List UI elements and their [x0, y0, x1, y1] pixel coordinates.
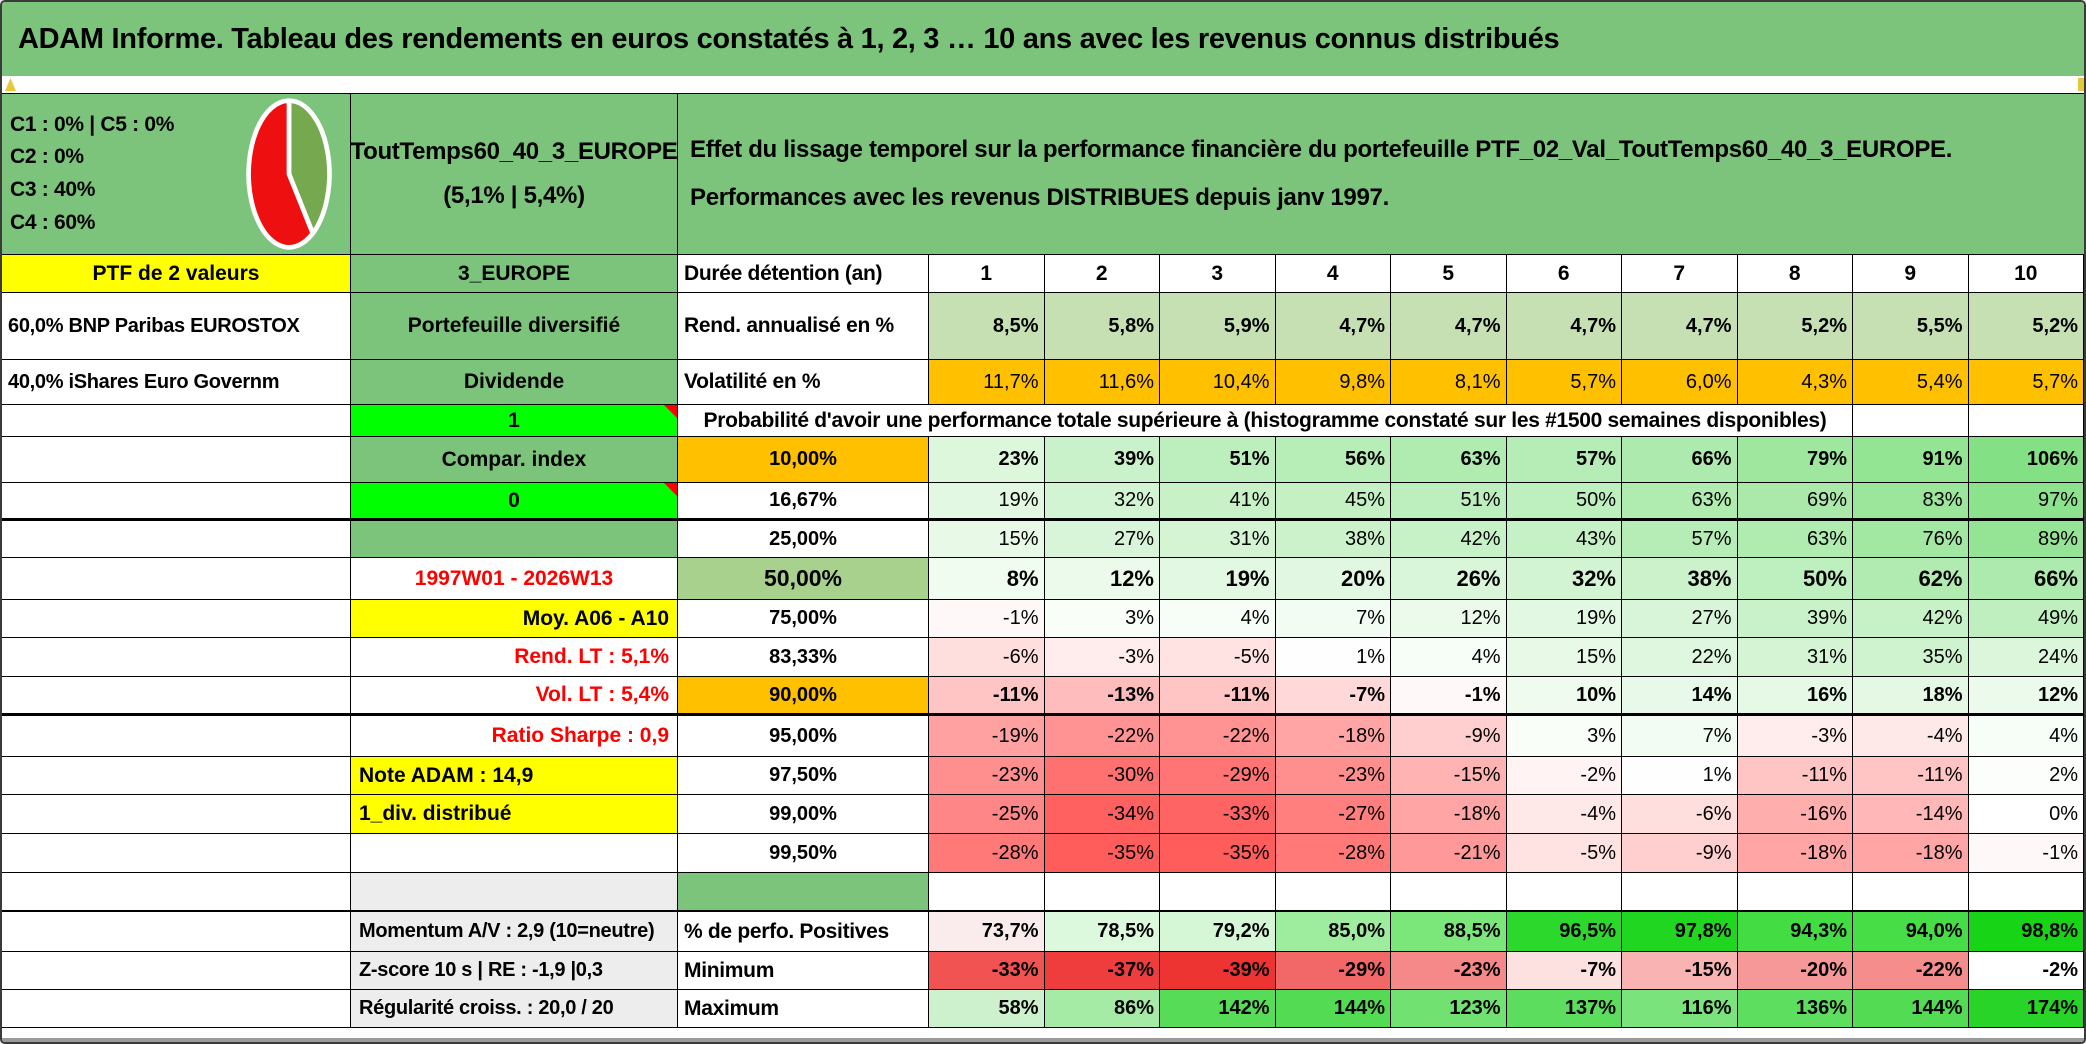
value-cell[interactable]: -39% — [1160, 952, 1276, 989]
description-line: Effet du lissage temporel sur la performance financière du portefeuille PTF_02_Val_ToutTemps60_40_3_EUROPE. — [690, 136, 1953, 163]
value-cell[interactable]: 32% — [1507, 558, 1623, 599]
value-cell[interactable]: 86% — [1045, 990, 1161, 1027]
mid-label[interactable]: 1997W01 - 2026W13 — [351, 558, 678, 599]
value-cell[interactable]: 91% — [1853, 437, 1969, 482]
left-label[interactable]: PTF de 2 valeurs — [2, 255, 351, 292]
value-cell[interactable]: 88,5% — [1391, 912, 1507, 951]
table-row — [2, 360, 2084, 405]
value-cell[interactable]: -33% — [1160, 795, 1276, 833]
value-cell[interactable]: 41% — [1160, 483, 1276, 518]
value-cell[interactable]: 12% — [1391, 600, 1507, 637]
value-cell[interactable]: 38% — [1622, 558, 1738, 599]
performance-table — [2, 255, 2084, 1028]
value-cell[interactable]: 43% — [1507, 521, 1623, 557]
value-cell[interactable]: 2% — [1969, 757, 2085, 794]
portfolio-name-cell[interactable] — [351, 94, 678, 254]
value-cell[interactable]: 136% — [1738, 990, 1854, 1027]
value-cell[interactable]: 58% — [929, 990, 1045, 1027]
value-cell[interactable]: 5,4% — [1853, 360, 1969, 404]
year-header[interactable]: 6 — [1507, 255, 1623, 292]
value-cell[interactable]: 51% — [1160, 437, 1276, 482]
row-label[interactable]: 99,50% — [678, 834, 929, 872]
table-row — [2, 912, 2084, 952]
value-cell[interactable] — [1853, 405, 1969, 436]
value-cell[interactable]: -4% — [1507, 795, 1623, 833]
left-label[interactable] — [2, 521, 351, 557]
value-cell[interactable]: -1% — [1391, 677, 1507, 713]
value-cell[interactable]: -15% — [1622, 952, 1738, 989]
value-cell[interactable]: -28% — [1276, 834, 1392, 872]
value-cell[interactable]: 4,7% — [1507, 293, 1623, 359]
value-cell[interactable]: -29% — [1160, 757, 1276, 794]
yellow-marker-left — [5, 78, 16, 91]
left-label[interactable] — [2, 757, 351, 794]
allocation-line: C2 : 0% — [10, 145, 84, 169]
mid-label[interactable]: 1 — [351, 405, 678, 436]
value-cell[interactable]: 5,5% — [1853, 293, 1969, 359]
value-cell[interactable]: 26% — [1391, 558, 1507, 599]
table-row — [2, 716, 2084, 757]
yellow-marker-right — [2078, 78, 2084, 91]
mid-label[interactable]: Compar. index — [351, 437, 678, 482]
value-cell[interactable]: -3% — [1045, 638, 1161, 676]
value-cell[interactable]: 15% — [1507, 638, 1623, 676]
value-cell[interactable]: -5% — [1507, 834, 1623, 872]
value-cell[interactable]: -37% — [1045, 952, 1161, 989]
value-cell[interactable]: -3% — [1738, 716, 1854, 756]
value-cell[interactable]: 15% — [929, 521, 1045, 557]
left-label[interactable]: 40,0% iShares Euro Governm — [2, 360, 351, 404]
row-label[interactable]: 95,00% — [678, 716, 929, 756]
value-cell[interactable]: 6,0% — [1622, 360, 1738, 404]
table-row — [2, 795, 2084, 834]
year-header[interactable]: 9 — [1853, 255, 1969, 292]
value-cell[interactable]: -14% — [1853, 795, 1969, 833]
value-cell[interactable] — [1738, 873, 1854, 910]
value-cell[interactable]: 63% — [1622, 483, 1738, 518]
value-cell[interactable]: 42% — [1391, 521, 1507, 557]
mid-label[interactable]: Momentum A/V : 2,9 (10=neutre) — [351, 912, 678, 951]
value-cell[interactable]: 4% — [1160, 600, 1276, 637]
mid-label[interactable]: Ratio Sharpe : 0,9 — [351, 716, 678, 756]
title-bar[interactable] — [2, 2, 2084, 76]
allocation-line: C3 : 40% — [10, 178, 96, 201]
value-cell[interactable]: -11% — [1738, 757, 1854, 794]
value-cell[interactable]: 18% — [1853, 677, 1969, 713]
table-row — [2, 558, 2084, 600]
value-cell[interactable]: -6% — [929, 638, 1045, 676]
value-cell[interactable]: 79% — [1738, 437, 1854, 482]
value-cell[interactable]: -11% — [1853, 757, 1969, 794]
value-cell[interactable]: 8,5% — [929, 293, 1045, 359]
value-cell[interactable]: 19% — [1160, 558, 1276, 599]
value-cell[interactable] — [1391, 873, 1507, 910]
value-cell[interactable]: 39% — [1738, 600, 1854, 637]
value-cell[interactable]: 8,1% — [1391, 360, 1507, 404]
value-cell[interactable]: 9,8% — [1276, 360, 1392, 404]
left-label[interactable] — [2, 405, 351, 436]
row-label[interactable]: Rend. annualisé en % — [678, 293, 929, 359]
value-cell[interactable]: -9% — [1622, 834, 1738, 872]
value-cell[interactable]: 31% — [1738, 638, 1854, 676]
mid-label[interactable]: 3_EUROPE — [351, 255, 678, 292]
value-cell[interactable]: -1% — [1969, 834, 2085, 872]
value-cell[interactable]: -23% — [1276, 757, 1392, 794]
value-cell[interactable]: 97% — [1969, 483, 2085, 518]
value-cell[interactable]: -16% — [1738, 795, 1854, 833]
value-cell[interactable]: -11% — [1160, 677, 1276, 713]
value-cell[interactable]: -13% — [1045, 677, 1161, 713]
value-cell[interactable]: 10% — [1507, 677, 1623, 713]
value-cell[interactable]: 63% — [1738, 521, 1854, 557]
value-cell[interactable]: 4,7% — [1276, 293, 1392, 359]
allocation-line: C1 : 0% | C5 : 0% — [10, 112, 175, 136]
value-cell[interactable]: -18% — [1738, 834, 1854, 872]
mid-label[interactable]: Vol. LT : 5,4% — [351, 677, 678, 713]
value-cell[interactable]: 4,3% — [1738, 360, 1854, 404]
value-cell[interactable]: 5,7% — [1507, 360, 1623, 404]
value-cell[interactable]: 62% — [1853, 558, 1969, 599]
row-label[interactable]: Maximum — [678, 990, 929, 1027]
value-cell[interactable]: -11% — [929, 677, 1045, 713]
value-cell[interactable]: 144% — [1853, 990, 1969, 1027]
left-label[interactable] — [2, 990, 351, 1027]
value-cell[interactable]: -7% — [1507, 952, 1623, 989]
portfolio-name: ToutTemps60_40_3_EUROPE — [350, 138, 678, 165]
value-cell[interactable]: -22% — [1160, 716, 1276, 756]
value-cell[interactable]: -25% — [929, 795, 1045, 833]
value-cell[interactable] — [929, 873, 1045, 910]
allocation-pie-chart — [242, 95, 336, 253]
value-cell[interactable]: 57% — [1507, 437, 1623, 482]
value-cell[interactable]: 1% — [1276, 638, 1392, 676]
value-cell[interactable]: 94,0% — [1853, 912, 1969, 951]
value-cell[interactable]: 7% — [1622, 716, 1738, 756]
value-cell[interactable]: 19% — [929, 483, 1045, 518]
value-cell[interactable]: 144% — [1276, 990, 1392, 1027]
row-label[interactable]: 99,00% — [678, 795, 929, 833]
value-cell[interactable]: 14% — [1622, 677, 1738, 713]
value-cell[interactable]: 3% — [1507, 716, 1623, 756]
value-cell[interactable] — [1853, 873, 1969, 910]
value-cell[interactable]: 1% — [1622, 757, 1738, 794]
table-row — [2, 600, 2084, 638]
description-cell[interactable] — [678, 94, 2084, 254]
value-cell[interactable]: 8% — [929, 558, 1045, 599]
mid-label[interactable]: 1_div. distribué — [351, 795, 678, 833]
year-header[interactable]: 1 — [929, 255, 1045, 292]
table-row — [2, 483, 2084, 521]
value-cell[interactable]: -20% — [1738, 952, 1854, 989]
bottom-strip — [2, 1028, 2084, 1042]
left-label[interactable] — [2, 912, 351, 951]
value-cell[interactable]: 11,7% — [929, 360, 1045, 404]
table-row — [2, 255, 2084, 293]
value-cell[interactable]: 51% — [1391, 483, 1507, 518]
value-cell[interactable]: 27% — [1045, 521, 1161, 557]
value-cell[interactable]: -18% — [1391, 795, 1507, 833]
value-cell[interactable]: 83% — [1853, 483, 1969, 518]
left-label[interactable] — [2, 483, 351, 518]
row-label[interactable]: 90,00% — [678, 677, 929, 713]
value-cell[interactable]: 32% — [1045, 483, 1161, 518]
row-label[interactable]: 10,00% — [678, 437, 929, 482]
value-cell[interactable] — [1160, 873, 1276, 910]
value-cell[interactable]: 10,4% — [1160, 360, 1276, 404]
value-cell[interactable]: 96,5% — [1507, 912, 1623, 951]
note-corner-icon — [664, 405, 677, 418]
value-cell[interactable]: -4% — [1853, 716, 1969, 756]
value-cell[interactable]: 73,7% — [929, 912, 1045, 951]
value-cell[interactable]: -1% — [929, 600, 1045, 637]
value-cell[interactable]: 5,9% — [1160, 293, 1276, 359]
value-cell[interactable]: 19% — [1507, 600, 1623, 637]
left-label[interactable] — [2, 600, 351, 637]
left-label[interactable] — [2, 677, 351, 713]
row-label[interactable]: Durée détention (an) — [678, 255, 929, 292]
value-cell[interactable]: -22% — [1853, 952, 1969, 989]
table-row — [2, 638, 2084, 677]
left-label[interactable] — [2, 638, 351, 676]
mid-label[interactable]: Z-score 10 s | RE : -1,9 |0,3 — [351, 952, 678, 989]
value-cell[interactable]: 63% — [1391, 437, 1507, 482]
value-cell[interactable]: -9% — [1391, 716, 1507, 756]
year-header[interactable]: 3 — [1160, 255, 1276, 292]
value-cell[interactable]: 23% — [929, 437, 1045, 482]
value-cell[interactable]: -18% — [1276, 716, 1392, 756]
value-cell[interactable]: 24% — [1969, 638, 2085, 676]
value-cell[interactable]: 20% — [1276, 558, 1392, 599]
value-cell[interactable]: 38% — [1276, 521, 1392, 557]
value-cell[interactable]: -34% — [1045, 795, 1161, 833]
value-cell[interactable]: 11,6% — [1045, 360, 1161, 404]
value-cell[interactable]: 56% — [1276, 437, 1392, 482]
row-label[interactable]: Minimum — [678, 952, 929, 989]
year-header[interactable]: 8 — [1738, 255, 1854, 292]
table-row — [2, 834, 2084, 873]
value-cell[interactable]: 42% — [1853, 600, 1969, 637]
mid-label[interactable] — [351, 834, 678, 872]
mid-label[interactable]: Portefeuille diversifié — [351, 293, 678, 359]
value-cell[interactable]: 50% — [1738, 558, 1854, 599]
table-row — [2, 405, 2084, 437]
value-cell[interactable]: 137% — [1507, 990, 1623, 1027]
scrollbar-track — [2, 1038, 2084, 1042]
value-cell[interactable]: 4% — [1391, 638, 1507, 676]
value-cell[interactable]: 79,2% — [1160, 912, 1276, 951]
table-row — [2, 757, 2084, 795]
mid-label[interactable] — [351, 521, 678, 557]
value-cell[interactable]: 174% — [1969, 990, 2085, 1027]
value-cell[interactable]: -30% — [1045, 757, 1161, 794]
value-cell[interactable]: -2% — [1969, 952, 2085, 989]
value-cell[interactable]: 97,8% — [1622, 912, 1738, 951]
row-label[interactable]: Volatilité en % — [678, 360, 929, 404]
table-row — [2, 952, 2084, 990]
left-label[interactable] — [2, 873, 351, 910]
mid-label[interactable]: Rend. LT : 5,1% — [351, 638, 678, 676]
portfolio-stats: (5,1% | 5,4%) — [443, 182, 585, 209]
value-cell[interactable]: -33% — [929, 952, 1045, 989]
value-cell[interactable] — [1276, 873, 1392, 910]
value-cell[interactable] — [1045, 873, 1161, 910]
mid-label[interactable]: Moy. A06 - A10 — [351, 600, 678, 637]
left-label[interactable] — [2, 795, 351, 833]
table-row — [2, 873, 2084, 912]
value-cell[interactable]: 5,2% — [1738, 293, 1854, 359]
left-label[interactable] — [2, 716, 351, 756]
value-cell[interactable]: 4% — [1969, 716, 2085, 756]
left-label[interactable] — [2, 834, 351, 872]
value-cell[interactable] — [1507, 873, 1623, 910]
value-cell[interactable]: -23% — [929, 757, 1045, 794]
value-cell[interactable]: 94,3% — [1738, 912, 1854, 951]
year-header[interactable]: 4 — [1276, 255, 1392, 292]
value-cell[interactable]: 0% — [1969, 795, 2085, 833]
value-cell[interactable]: -27% — [1276, 795, 1392, 833]
mid-label[interactable]: Régularité croiss. : 20,0 / 20 — [351, 990, 678, 1027]
value-cell[interactable]: -18% — [1853, 834, 1969, 872]
mid-label[interactable]: 0 — [351, 483, 678, 518]
mid-label[interactable]: Dividende — [351, 360, 678, 404]
value-cell[interactable]: -28% — [929, 834, 1045, 872]
table-row — [2, 437, 2084, 483]
value-cell[interactable]: 50% — [1507, 483, 1623, 518]
table-row — [2, 677, 2084, 716]
value-cell[interactable]: 12% — [1969, 677, 2085, 713]
allocation-line: C4 : 60% — [10, 210, 96, 234]
value-cell[interactable]: 5,8% — [1045, 293, 1161, 359]
value-cell[interactable]: -29% — [1276, 952, 1392, 989]
left-label[interactable] — [2, 558, 351, 599]
value-cell[interactable]: 78,5% — [1045, 912, 1161, 951]
value-cell[interactable]: 66% — [1622, 437, 1738, 482]
description-line: Performances avec les revenus DISTRIBUES depuis janv 1997. — [690, 184, 1389, 211]
value-cell[interactable] — [1969, 405, 2085, 436]
value-cell[interactable]: 4,7% — [1391, 293, 1507, 359]
value-cell[interactable]: 12% — [1045, 558, 1161, 599]
value-cell[interactable]: 27% — [1622, 600, 1738, 637]
page-title: ADAM Informe. Tableau des rendements en euros constatés à 1, 2, 3 … 10 ans avec les revenus connus distribués — [18, 22, 1560, 55]
value-cell[interactable]: -23% — [1391, 952, 1507, 989]
value-cell[interactable]: -5% — [1160, 638, 1276, 676]
value-cell[interactable]: 123% — [1391, 990, 1507, 1027]
year-header[interactable]: 7 — [1622, 255, 1738, 292]
left-label[interactable] — [2, 952, 351, 989]
row-label[interactable]: 25,00% — [678, 521, 929, 557]
row-label[interactable]: 75,00% — [678, 600, 929, 637]
value-cell[interactable]: 35% — [1853, 638, 1969, 676]
value-cell[interactable]: 116% — [1622, 990, 1738, 1027]
value-cell[interactable]: -22% — [1045, 716, 1161, 756]
row-label[interactable] — [678, 873, 929, 910]
value-cell[interactable]: 57% — [1622, 521, 1738, 557]
value-cell[interactable]: -35% — [1160, 834, 1276, 872]
left-label[interactable]: 60,0% BNP Paribas EUROSTOX — [2, 293, 351, 359]
value-cell[interactable]: 85,0% — [1276, 912, 1392, 951]
value-cell[interactable] — [1969, 873, 2085, 910]
value-cell[interactable]: 45% — [1276, 483, 1392, 518]
value-cell[interactable]: 69% — [1738, 483, 1854, 518]
value-cell[interactable]: -7% — [1276, 677, 1392, 713]
year-header[interactable]: 2 — [1045, 255, 1161, 292]
value-cell[interactable]: -6% — [1622, 795, 1738, 833]
value-cell[interactable]: 16% — [1738, 677, 1854, 713]
value-cell[interactable]: 76% — [1853, 521, 1969, 557]
left-label[interactable] — [2, 437, 351, 482]
value-cell[interactable]: -35% — [1045, 834, 1161, 872]
value-cell[interactable]: 3% — [1045, 600, 1161, 637]
value-cell[interactable]: 142% — [1160, 990, 1276, 1027]
mid-label[interactable] — [351, 873, 678, 910]
value-cell[interactable]: 7% — [1276, 600, 1392, 637]
value-cell[interactable]: 39% — [1045, 437, 1161, 482]
value-cell[interactable]: 106% — [1969, 437, 2085, 482]
value-cell[interactable]: 5,2% — [1969, 293, 2085, 359]
value-cell[interactable]: -19% — [929, 716, 1045, 756]
row-label[interactable]: 50,00% — [678, 558, 929, 599]
mid-label[interactable]: Note ADAM : 14,9 — [351, 757, 678, 794]
spacer-strip — [2, 76, 2084, 93]
value-cell[interactable]: -2% — [1507, 757, 1623, 794]
allocation-lines — [2, 105, 242, 243]
allocation-cell[interactable] — [2, 94, 351, 254]
row-label[interactable]: 97,50% — [678, 757, 929, 794]
value-cell[interactable]: 98,8% — [1969, 912, 2085, 951]
table-row — [2, 521, 2084, 558]
value-cell[interactable] — [1622, 873, 1738, 910]
value-cell[interactable]: 4,7% — [1622, 293, 1738, 359]
year-header[interactable]: 5 — [1391, 255, 1507, 292]
probability-header[interactable]: Probabilité d'avoir une performance totale supérieure à (histogramme constaté sur les #1500 semaines disponibles) — [678, 405, 1853, 436]
row-label[interactable]: 83,33% — [678, 638, 929, 676]
value-cell[interactable]: 49% — [1969, 600, 2085, 637]
row-label[interactable]: % de perfo. Positives — [678, 912, 929, 951]
year-header[interactable]: 10 — [1969, 255, 2085, 292]
value-cell[interactable]: 5,7% — [1969, 360, 2085, 404]
value-cell[interactable]: 22% — [1622, 638, 1738, 676]
value-cell[interactable]: -15% — [1391, 757, 1507, 794]
table-row — [2, 293, 2084, 360]
value-cell[interactable]: 66% — [1969, 558, 2085, 599]
value-cell[interactable]: -21% — [1391, 834, 1507, 872]
table-row — [2, 990, 2084, 1028]
header-block — [2, 93, 2084, 255]
row-label[interactable]: 16,67% — [678, 483, 929, 518]
value-cell[interactable]: 31% — [1160, 521, 1276, 557]
value-cell[interactable]: 89% — [1969, 521, 2085, 557]
note-corner-icon — [664, 483, 677, 496]
